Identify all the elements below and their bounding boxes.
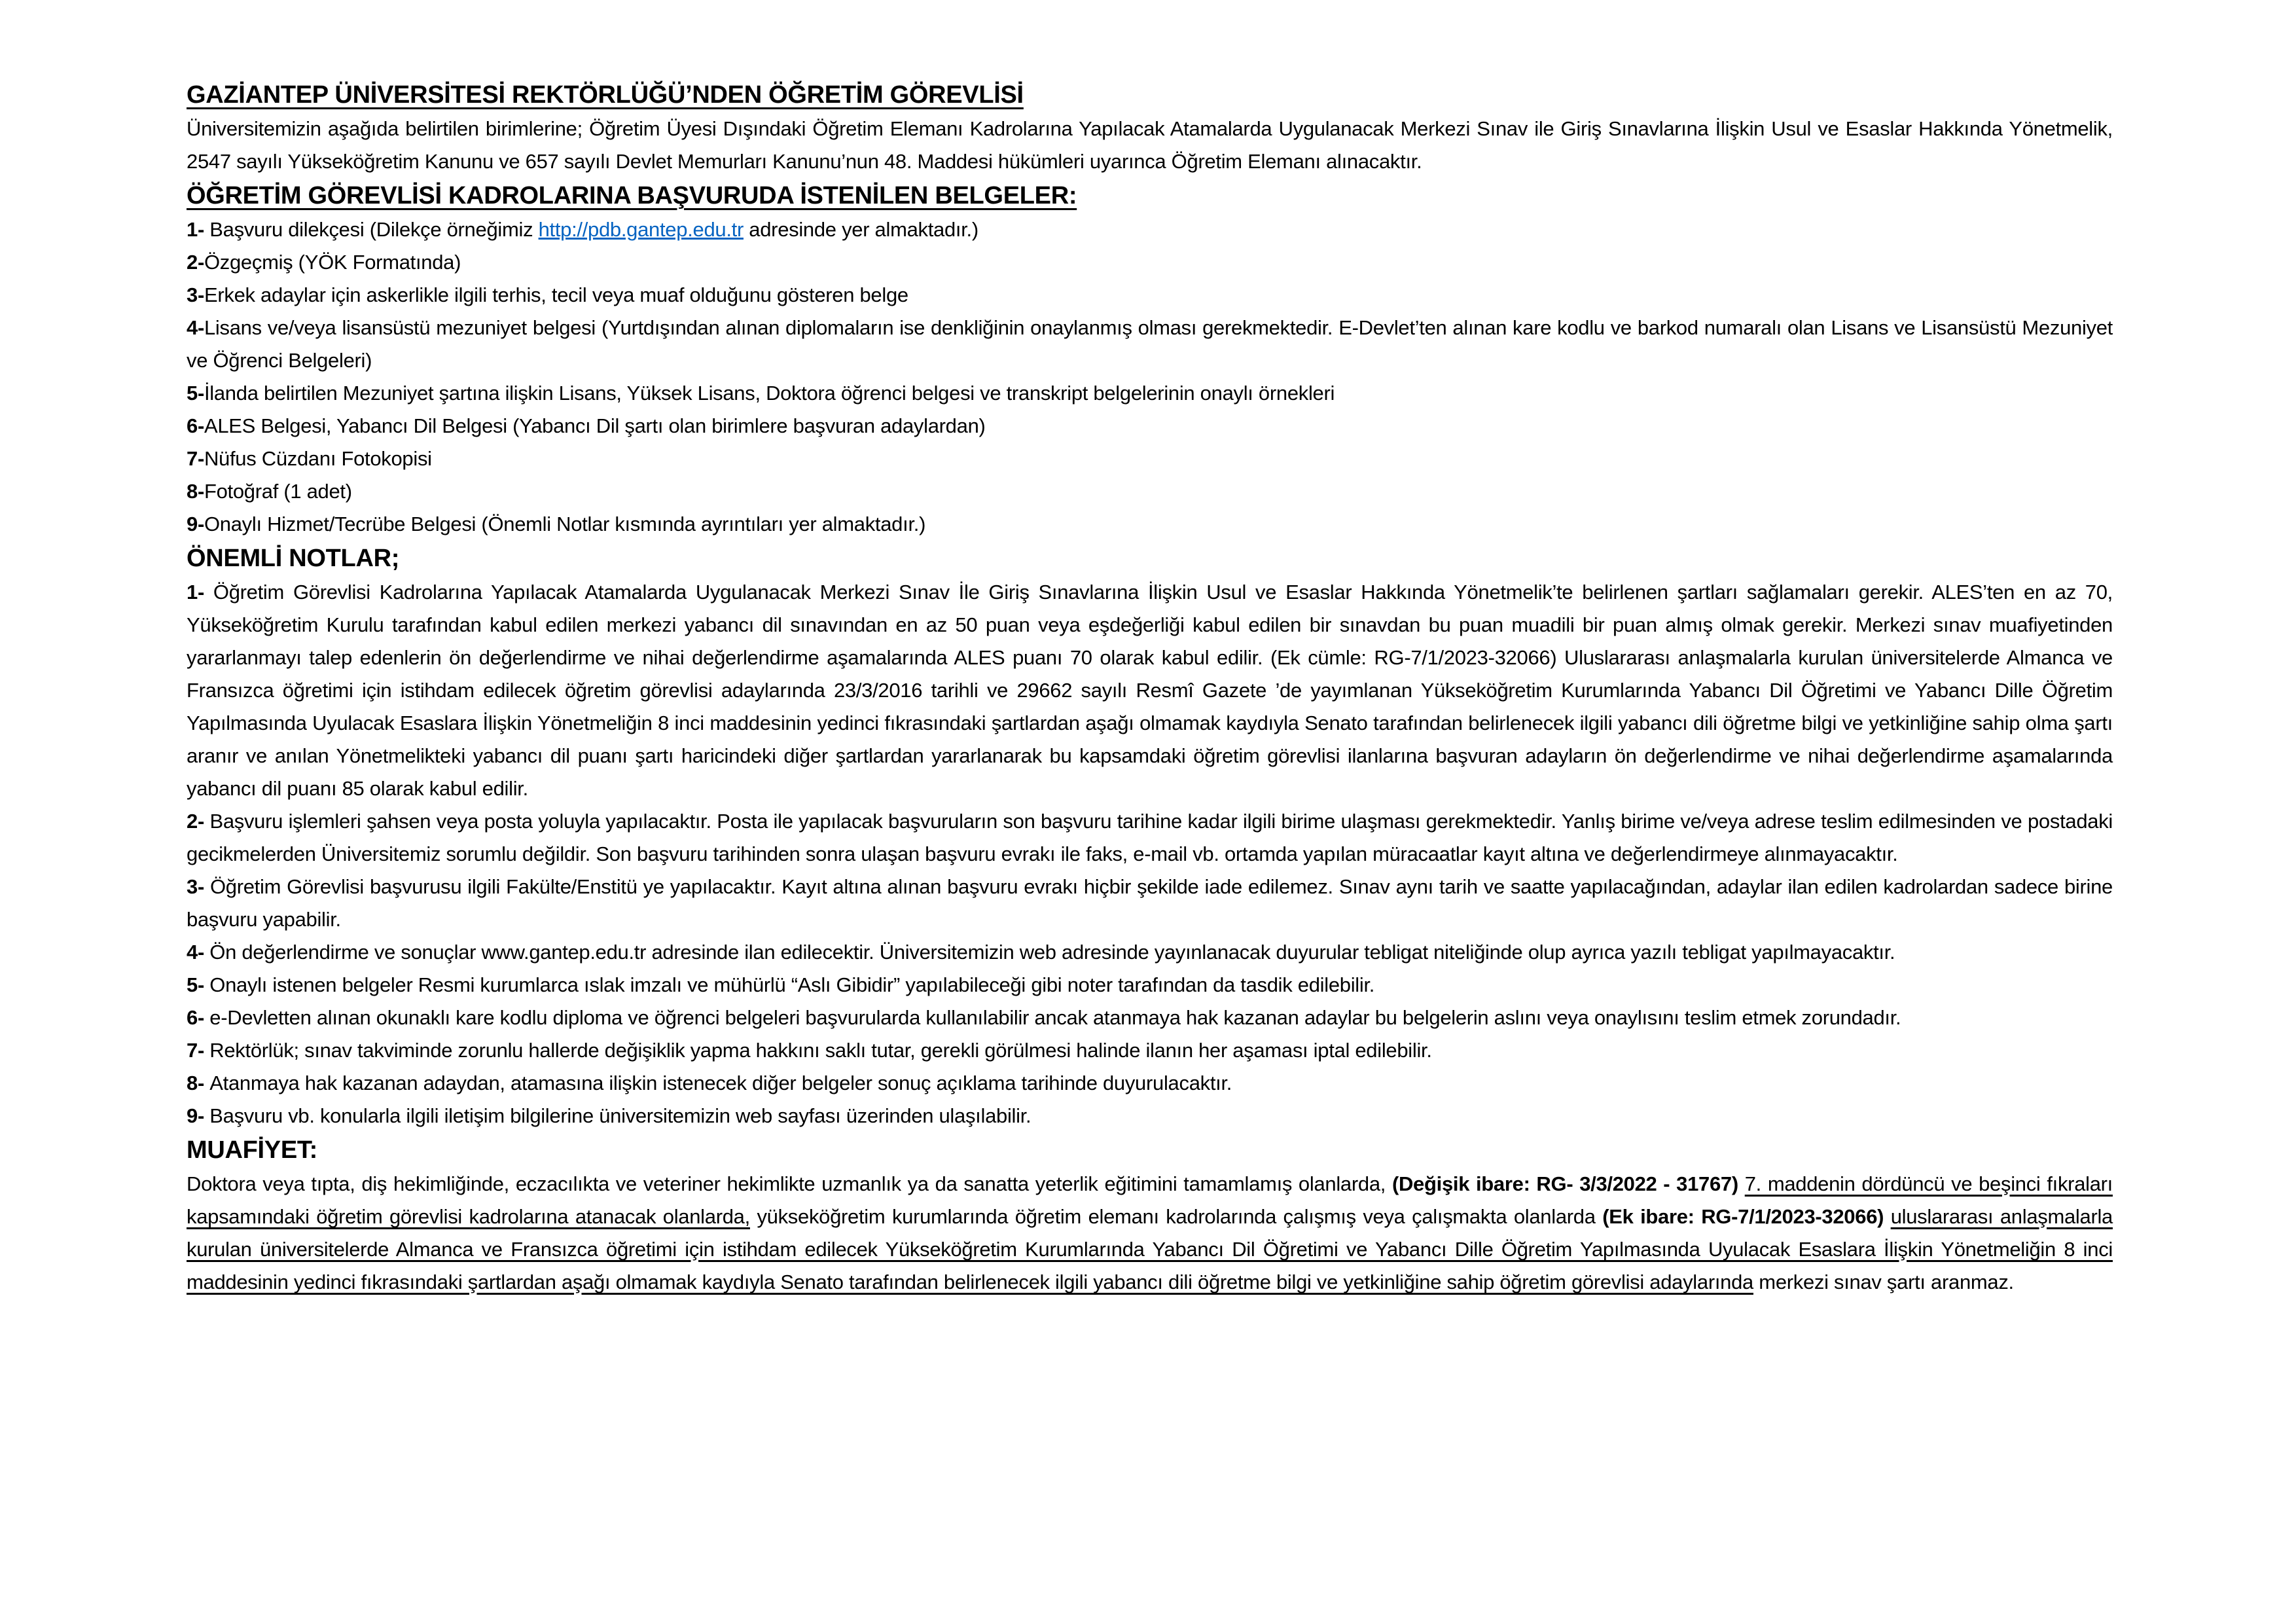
text-segment: Başvuru işlemleri şahsen veya posta yoluyla yapılacaktır. Posta ile yapılacak başvuruların son başvuru tarihine kadar ilgili birime ulaşması gerekmektedir. Yanlış birime ve/veya adrese teslim edilmesinden ve postadaki gecikmelerden Üniversitemiz sorumlu değildir. Son başvuru tarihinden sonra ulaşan başvuru evrakı ile faks, e-mail vb. ortamda yapılan müracaatlar kayıt altına ve değerlendirmeye alınmayacaktır. <box>187 810 2113 865</box>
exemption-paragraph <box>187 1168 2113 1299</box>
important-notes-heading: ÖNEMLİ NOTLAR; <box>187 545 400 572</box>
text-segment: 9- <box>187 1104 210 1127</box>
text-segment: 5- <box>187 973 210 996</box>
text-segment: Özgeçmiş (YÖK Formatında) <box>204 251 461 274</box>
text-segment: 3- <box>187 875 210 898</box>
note-item-4 <box>187 936 2113 969</box>
text-segment: adresinde yer almaktadır.) <box>743 218 978 241</box>
text-segment: 7- <box>187 1039 210 1062</box>
text-segment: Fotoğraf (1 adet) <box>204 480 352 503</box>
text-segment: 6- <box>187 414 204 437</box>
text-segment: merkezi sınav şartı aranmaz. <box>1753 1271 2014 1293</box>
document-item-4 <box>187 312 2113 377</box>
required-documents-list <box>187 213 2113 541</box>
exemption-heading: MUAFİYET: <box>187 1136 317 1164</box>
text-segment: 6- <box>187 1006 210 1029</box>
note-item-6 <box>187 1001 2113 1034</box>
text-segment: 8- <box>187 480 204 503</box>
text-segment: Lisans ve/veya lisansüstü mezuniyet belgesi (Yurtdışından alınan diplomaların ise denkliğinin onaylanmış olması gerekmektedir. E-Devlet’ten alınan kare kodlu ve barkod numaralı olan Lisans ve Lisansüstü Mezuniyet ve Öğrenci Belgeleri) <box>187 316 2113 372</box>
intro-paragraph: Üniversitemizin aşağıda belirtilen birimlerine; Öğretim Üyesi Dışındaki Öğretim Elemanı Kadrolarına Yapılacak Atamalarda Uygulanacak Merkezi Sınav ile Giriş Sınavlarına İlişkin Usul ve Esaslar Hakkında Yönetmelik, 2547 sayılı Yükseköğretim Kanunu ve 657 sayılı Devlet Memurları Kanunu’nun 48. Maddesi hükümleri uyarınca Öğretim Elemanı alınacaktır. <box>187 117 2113 173</box>
note-item-1 <box>187 576 2113 805</box>
important-notes-list <box>187 576 2113 1132</box>
text-segment: Öğretim Görevlisi başvurusu ilgili Fakülte/Enstitü ye yapılacaktır. Kayıt altına alınan başvuru evrakı hiçbir şekilde iade edilemez. Sınav aynı tarih ve saatte yapılacağından, adaylar ilan edilen kadrolardan sadece birine başvuru yapabilir. <box>187 875 2113 931</box>
text-segment: İlanda belirtilen Mezuniyet şartına ilişkin Lisans, Yüksek Lisans, Doktora öğrenci belgesi ve transkript belgelerinin onaylı örnekleri <box>204 382 1335 405</box>
text-segment: uluslararası anlaşmalarla kurulan üniversitelerde Almanca ve Fransızca öğretimi için istihdam edilecek Yükseköğretim Kurumlarında Yabancı Dil Öğretimi ve Yabancı Dille Öğretim Yapılmasında Uyulacak Esaslara İlişkin Yönetmeliğin 8 inci maddesinin yedinci fıkrasındaki şartlardan aşağı olmamak kaydıyla Senato tarafından belirlenecek ilgili yabancı dili öğretme bilgi ve yetkinliğine sahip öğretim görevlisi adaylarında <box>187 1205 2113 1293</box>
text-segment: Öğretim Görevlisi Kadrolarına Yapılacak Atamalarda Uygulanacak Merkezi Sınav İle Giriş Sınavlarına İlişkin Usul ve Esaslar Hakkında Yönetmelik’te belirlenen şartları sağlamaları gerekir. ALES’ten en az 70, Yükseköğretim Kurulu tarafından kabul edilen merkezi yabancı dil sınavından en az 50 puan veya eşdeğerliği kabul edilen bir sınavdan bu puan muadili bir puan almış olmak gerekir. Merkezi sınav muafiyetinden yararlanmayı talep edenlerin ön değerlendirme ve nihai değerlendirme aşamalarında ALES puanı 70 olarak kabul edilir. (Ek cümle: RG-7/1/2023-32066) Uluslararası anlaşmalarla kurulan üniversitelerde Almanca ve Fransızca öğretimi için istihdam edilecek öğretim görevlisi adaylarında 23/3/2016 tarihli ve 29662 sayılı Resmî Gazete ’de yayımlanan Yükseköğretim Kurumlarında Yabancı Dil Öğretimi ve Yabancı Dille Öğretim Yapılmasında Uyulacak Esaslara İlişkin Yönetmeliğin 8 inci maddesinin yedinci fıkrasındaki şartlardan aşağı olmamak kaydıyla Senato tarafından belirlenecek ilgili yabancı dili öğretme bilgi ve yetkinliğine sahip olma şartı aranır ve anılan Yönetmelikteki yabancı dil puanı şartı haricindeki diğer şartlardan yararlanarak bu kapsamdaki öğretim görevlisi ilanlarına başvuran adayların ön değerlendirme ve nihai değerlendirme aşamalarında yabancı dil puanı 85 olarak kabul edilir. <box>187 581 2113 800</box>
text-segment: Başvuru vb. konularla ilgili iletişim bilgilerine üniversitemizin web sayfası üzerinden ulaşılabilir. <box>209 1104 1031 1127</box>
document-item-9 <box>187 508 2113 541</box>
document-item-7 <box>187 442 2113 475</box>
text-segment: Başvuru dilekçesi (Dilekçe örneğimiz <box>204 218 539 241</box>
hyperlink[interactable]: http://pdb.gantep.edu.tr <box>538 218 744 241</box>
text-segment: (Değişik ibare: RG- 3/3/2022 - 31767) <box>1391 1172 1745 1195</box>
text-segment: 3- <box>187 283 204 306</box>
text-segment: Onaylı istenen belgeler Resmi kurumlarca ıslak imzalı ve mühürlü “Aslı Gibidir” yapılabileceği gibi noter tarafından da tasdik edilebilir. <box>209 973 1375 996</box>
document-title: GAZİANTEP ÜNİVERSİTESİ REKTÖRLÜĞÜ’NDEN ÖĞRETİM GÖREVLİSİ <box>187 81 1024 109</box>
text-segment: 1- <box>187 218 204 241</box>
text-segment: 5- <box>187 382 204 405</box>
note-item-9 <box>187 1100 2113 1132</box>
text-segment: yükseköğretim kurumlarında öğretim elemanı kadrolarında çalışmış veya çalışmakta olanlarda <box>749 1205 1603 1228</box>
note-item-7 <box>187 1034 2113 1067</box>
required-documents-heading: ÖĞRETİM GÖREVLİSİ KADROLARINA BAŞVURUDA İSTENİLEN BELGELER: <box>187 182 1077 209</box>
document-item-3 <box>187 279 2113 312</box>
note-item-3 <box>187 871 2113 936</box>
text-segment: Onaylı Hizmet/Tecrübe Belgesi (Önemli Notlar kısmında ayrıntıları yer almaktadır.) <box>204 513 926 535</box>
text-segment: Rektörlük; sınav takviminde zorunlu hallerde değişiklik yapma hakkını saklı tutar, gerekli görülmesi halinde ilanın her aşaması iptal edilebilir. <box>209 1039 1432 1062</box>
text-segment: 4- <box>187 316 204 339</box>
text-segment: Doktora veya tıpta, diş hekimliğinde, eczacılıkta ve veteriner hekimlikte uzmanlık ya da sanatta yeterlik eğitimini tamamlamış olanlarda, <box>187 1172 1392 1195</box>
document-item-2 <box>187 246 2113 279</box>
note-item-2 <box>187 805 2113 871</box>
document-item-6 <box>187 410 2113 442</box>
text-segment: 2- <box>187 810 210 833</box>
text-segment: e-Devletten alınan okunaklı kare kodlu diploma ve öğrenci belgeleri başvurularda kullanılabilir ancak atanmaya hak kazanan adaylar bu belgelerin aslını veya onaylısını teslim etmek zorundadır. <box>209 1006 1901 1029</box>
document-item-1 <box>187 213 2113 246</box>
text-segment: 7. maddenin dördüncü ve beşinci fıkraları kapsamındaki öğretim görevlisi kadrolarına atanacak olanlarda, <box>187 1172 2113 1228</box>
document-item-8 <box>187 475 2113 508</box>
note-item-5 <box>187 969 2113 1001</box>
text-segment: 4- <box>187 941 210 964</box>
text-segment: 1- <box>187 581 213 604</box>
text-segment: Atanmaya hak kazanan adaydan, atamasına ilişkin istenecek diğer belgeler sonuç açıklama tarihinde duyurulacaktır. <box>209 1072 1232 1094</box>
text-segment: 8- <box>187 1072 210 1094</box>
document-item-5 <box>187 377 2113 410</box>
text-segment: 9- <box>187 513 204 535</box>
text-segment: Ön değerlendirme ve sonuçlar www.gantep.edu.tr adresinde ilan edilecektir. Üniversitemizin web adresinde yayınlanacak duyurular tebligat niteliğinde olup ayrıca yazılı tebligat yapılmayacaktır. <box>209 941 1895 964</box>
note-item-8 <box>187 1067 2113 1100</box>
text-segment: (Ek ibare: RG-7/1/2023-32066) <box>1602 1205 1891 1228</box>
text-segment: Nüfus Cüzdanı Fotokopisi <box>204 447 432 470</box>
text-segment: 2- <box>187 251 204 274</box>
text-segment: Erkek adaylar için askerlikle ilgili terhis, tecil veya muaf olduğunu gösteren belge <box>204 283 908 306</box>
text-segment: ALES Belgesi, Yabancı Dil Belgesi (Yabancı Dil şartı olan birimlere başvuran adaylardan) <box>204 414 986 437</box>
text-segment: 7- <box>187 447 204 470</box>
